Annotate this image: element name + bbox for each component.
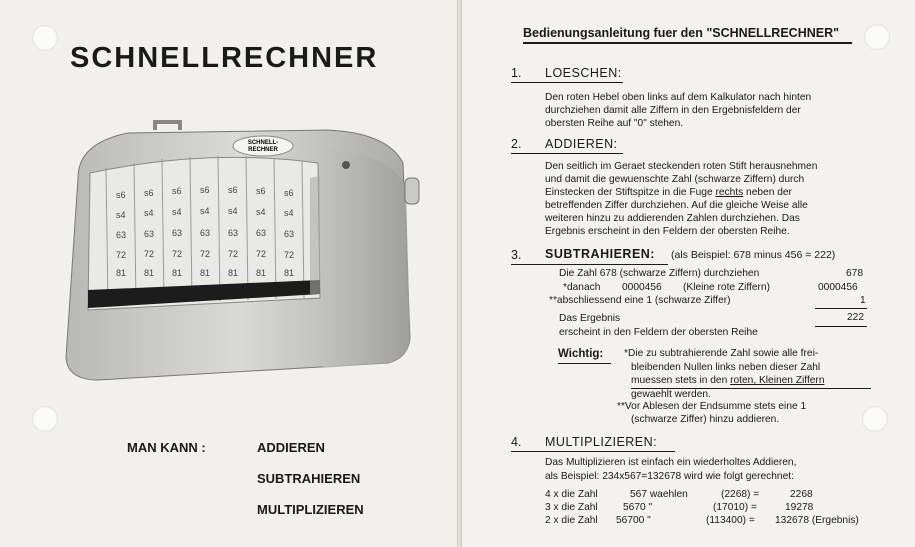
svg-text:s4: s4 (228, 206, 238, 216)
svg-text:81: 81 (228, 268, 239, 278)
svg-text:72: 72 (284, 250, 295, 260)
text-line: Ergebnis erscheint in den Feldern der obersten Reihe. (545, 226, 790, 237)
multiply-row: 2268 (790, 489, 813, 500)
device-brand-label: RECHNER (248, 147, 278, 153)
svg-text:63: 63 (144, 229, 155, 239)
section-underline (511, 82, 623, 83)
multiply-row: 132678 (Ergebnis) (775, 515, 859, 526)
page-fold (457, 0, 462, 547)
svg-text:s6: s6 (284, 188, 294, 198)
punch-hole (862, 406, 888, 432)
subtract-value: 678 (846, 268, 863, 279)
svg-text:s4: s4 (144, 208, 154, 218)
device-brand-label: SCHNELL- (247, 140, 279, 146)
svg-text:72: 72 (200, 249, 211, 259)
multiply-row: 4 x die Zahl (545, 489, 598, 500)
svg-text:s4: s4 (116, 210, 126, 220)
text-line: weiteren hinzu zu addierenden Zahlen durchziehen. Das (545, 213, 800, 224)
section-underline (511, 264, 668, 265)
multiply-row: 56700 " (616, 515, 651, 526)
text-line: durchziehen damit alle Ziffern in den Ergebnisfeldern der (545, 105, 801, 116)
important-underline (558, 363, 611, 364)
can-do-label: MAN KANN : (127, 440, 206, 455)
subtract-step-3: **abschliessend eine 1 (schwarze Ziffer) (549, 295, 731, 306)
important-text: muessen stets in den roten, Kleinen Ziffern (631, 375, 825, 386)
important-label: Wichtig: (558, 348, 604, 360)
svg-text:s4: s4 (172, 207, 182, 217)
section-number: 3. (511, 248, 522, 262)
feature-add: ADDIEREN (257, 440, 325, 455)
svg-text:72: 72 (228, 249, 239, 259)
text-line: betreffenden Ziffer durchziehen. Auf die gleiche Weise alle (545, 200, 808, 211)
multiply-row: 567 waehlen (630, 489, 688, 500)
multiply-row: 2 x die Zahl (545, 515, 598, 526)
instructions-heading: Bedienungsanleitung fuer den "SCHNELLRECHNER" (523, 26, 840, 40)
svg-text:s6: s6 (144, 188, 154, 198)
svg-text:72: 72 (116, 250, 127, 260)
text-line: Den roten Hebel oben links auf dem Kalkulator nach hinten (545, 92, 812, 103)
svg-text:72: 72 (256, 249, 267, 259)
subtract-example: (als Beispiel: 678 minus 456 = 222) (671, 249, 836, 261)
punch-hole (32, 25, 58, 51)
section-title-multiply: MULTIPLIZIEREN: (545, 435, 658, 449)
section-number: 1. (511, 66, 522, 80)
svg-text:63: 63 (256, 228, 267, 238)
multiply-text: als Beispiel: 234x567=132678 wird wie folgt gerechnet: (545, 471, 794, 482)
section-number: 2. (511, 137, 522, 151)
feature-multiply: MULTIPLIZIEREN (257, 502, 364, 517)
svg-text:81: 81 (144, 268, 155, 278)
section-number: 4. (511, 435, 522, 449)
important-text: (schwarze Ziffer) hinzu addieren. (631, 414, 780, 425)
svg-text:s4: s4 (200, 206, 210, 216)
section-title-add: ADDIEREN: (545, 137, 618, 151)
section-add-text (545, 160, 865, 238)
section-title-clear: LOESCHEN: (545, 66, 622, 80)
subtract-step-1: Die Zahl 678 (schwarze Ziffern) durchziehen (559, 268, 760, 279)
text-line: Den seitlich im Geraet steckenden roten Stift herausnehmen (545, 161, 818, 172)
svg-text:81: 81 (172, 268, 183, 278)
text-line: obersten Reihe auf "0" stehen. (545, 118, 684, 129)
text-line: Einstecken der Stiftspitze in die Fuge rechts neben der (545, 187, 792, 198)
multiply-row: (17010) = (713, 502, 757, 513)
svg-text:63: 63 (284, 229, 295, 239)
feature-subtract: SUBTRAHIEREN (257, 471, 361, 486)
section-underline (511, 153, 623, 154)
multiply-row: (113400) = (706, 515, 755, 526)
svg-text:s6: s6 (256, 186, 266, 196)
subtract-result: 222 (847, 312, 864, 323)
multiply-row: 3 x die Zahl (545, 502, 598, 513)
svg-text:72: 72 (172, 249, 183, 259)
subtract-red-digits: 0000456 (622, 282, 662, 293)
svg-text:s6: s6 (200, 185, 210, 195)
svg-text:81: 81 (284, 268, 295, 278)
svg-text:s4: s4 (256, 207, 266, 217)
sum-line (815, 326, 867, 327)
section-clear-text (545, 91, 865, 130)
svg-text:s6: s6 (116, 190, 126, 200)
page-title: SCHNELLRECHNER (70, 42, 379, 74)
section-title-subtract: SUBTRAHIEREN: (545, 247, 655, 261)
svg-text:63: 63 (172, 228, 183, 238)
punch-hole (864, 24, 890, 50)
important-text: *Die zu subtrahierende Zahl sowie alle frei- (624, 348, 819, 359)
section-underline (511, 451, 675, 452)
important-text: **Vor Ablesen der Endsumme stets eine 1 (617, 401, 807, 412)
svg-text:81: 81 (200, 268, 211, 278)
multiply-row: 19278 (785, 502, 814, 513)
important-text: bleibenden Nullen links neben dieser Zahl (631, 362, 821, 373)
subtract-result-label: Das Ergebnis (559, 313, 621, 324)
subtract-value: 0000456 (818, 282, 858, 293)
subtract-step-2: *danach (563, 282, 601, 293)
svg-text:63: 63 (116, 230, 127, 240)
svg-text:s6: s6 (228, 185, 238, 195)
svg-text:63: 63 (200, 228, 211, 238)
svg-text:63: 63 (228, 228, 239, 238)
svg-text:s6: s6 (172, 186, 182, 196)
subtract-result-note: erscheint in den Feldern der obersten Reihe (559, 327, 758, 338)
text-line: und damit die gewuenschte Zahl (schwarze Ziffern) durch (545, 174, 805, 185)
subtract-value: 1 (860, 295, 866, 306)
svg-text:72: 72 (144, 249, 155, 259)
calculator-illustration (58, 118, 428, 398)
svg-text:s4: s4 (284, 208, 294, 218)
subtract-note: (Kleine rote Ziffern) (683, 282, 771, 293)
punch-hole (32, 406, 58, 432)
multiply-text: Das Multiplizieren ist einfach ein wiederholtes Addieren, (545, 457, 797, 468)
sum-line (815, 308, 867, 309)
svg-text:81: 81 (116, 268, 127, 278)
multiply-row: (2268) = (721, 489, 760, 500)
multiply-row: 5670 " (623, 502, 653, 513)
heading-underline (523, 42, 852, 44)
important-text: gewaehlt werden. (631, 389, 711, 400)
svg-text:81: 81 (256, 268, 267, 278)
